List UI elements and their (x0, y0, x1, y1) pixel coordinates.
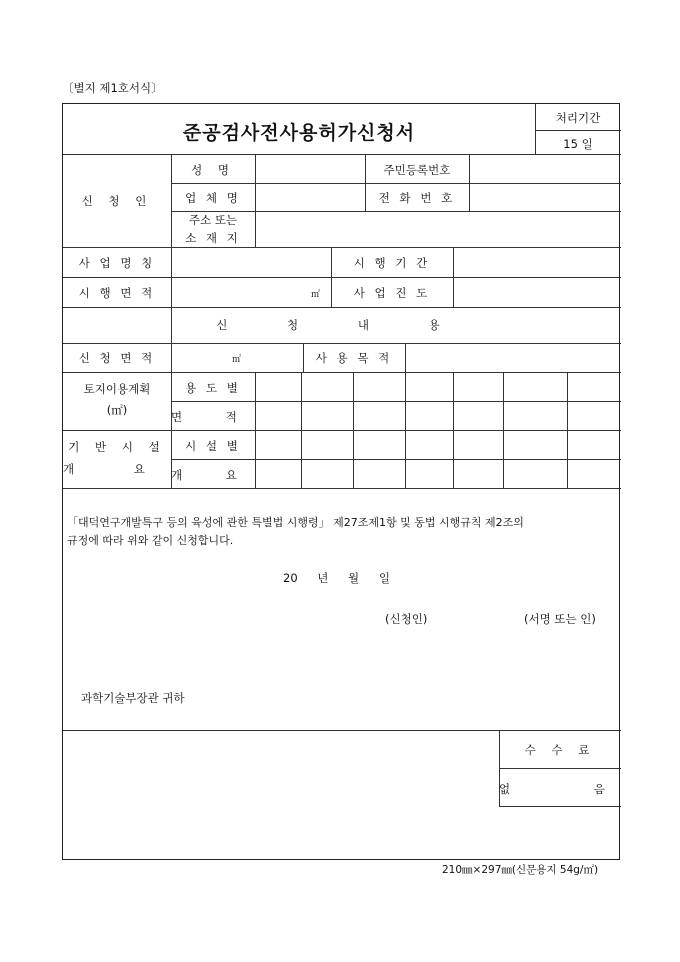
applicant-sign-label: (신청인) (385, 612, 428, 626)
company-field[interactable] (256, 184, 364, 211)
address-field[interactable] (256, 212, 620, 247)
address-label-line1: 주소 또는 (188, 213, 238, 227)
fee-value: 없 음 (499, 782, 645, 796)
request-area-unit: ㎡ (232, 355, 242, 365)
request-content-header: 신 청 내 용 (216, 318, 468, 332)
purpose-label: 사 용 목 적 (315, 351, 393, 365)
period-field[interactable] (454, 248, 620, 277)
infrastructure-label: 기 반 시 설 (68, 440, 166, 454)
phone-label: 전 화 번 호 (378, 191, 456, 205)
statement-line2: 규정에 따라 위와 같이 신청합니다. (67, 534, 234, 547)
company-label: 업 체 명 (185, 191, 241, 205)
progress-field[interactable] (454, 278, 620, 307)
summary-label: 개 요 (171, 468, 257, 482)
size-label: 면 적 (171, 410, 257, 424)
purpose-field[interactable] (406, 344, 620, 372)
signature-label: (서명 또는 인) (524, 612, 596, 626)
date-line: 20 년 월 일 (283, 571, 390, 585)
processing-period-label: 처리기간 (555, 111, 601, 125)
by-facility-label: 시 설 별 (185, 439, 241, 453)
business-name-field[interactable] (172, 248, 330, 277)
business-name-label: 사 업 명 칭 (78, 256, 156, 270)
application-form (62, 103, 645, 860)
request-area-label: 신 청 면 적 (78, 351, 156, 365)
name-field[interactable] (256, 155, 364, 183)
form-label: 〔별지 제1호서식〕 (62, 81, 163, 95)
applicant-section-label: 신 청 인 (81, 194, 153, 208)
execution-area-label: 시 행 면 적 (78, 286, 156, 300)
progress-label: 사 업 진 도 (353, 286, 431, 300)
resident-number-field[interactable] (470, 155, 620, 183)
address-label-line2: 소 재 지 (185, 231, 241, 245)
fee-label: 수 수 료 (524, 743, 596, 757)
land-use-plan-label: 토지이용계획 (83, 382, 151, 396)
land-use-plan-unit: (㎡) (106, 403, 128, 417)
period-label: 시 행 기 간 (353, 256, 431, 270)
infrastructure-summary-label: 개 요 (63, 462, 173, 476)
processing-period-value: 15 일 (563, 137, 593, 151)
paper-size-note: 210㎜×297㎜(신문용지 54g/㎡) (442, 864, 599, 876)
addressee: 과학기술부장관 귀하 (81, 691, 185, 705)
execution-area-field[interactable] (172, 278, 330, 307)
resident-number-label: 주민등록번호 (383, 163, 451, 177)
name-label: 성 명 (191, 163, 235, 177)
by-use-label: 용 도 별 (185, 381, 241, 395)
phone-field[interactable] (470, 184, 620, 211)
execution-area-unit: ㎡ (311, 290, 321, 300)
statement-line1: 「대덕연구개발특구 등의 육성에 관한 특별법 시행령」 제27조제1항 및 동법 시행규칙 제2조의 (67, 516, 524, 529)
form-title: 준공검사전사용허가신청서 (182, 122, 416, 144)
